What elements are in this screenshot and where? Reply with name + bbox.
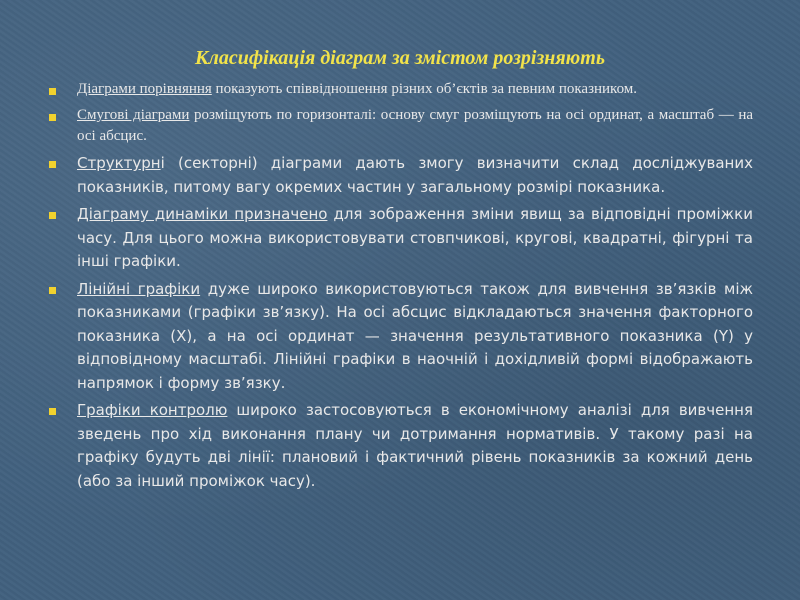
square-bullet-icon bbox=[49, 287, 56, 294]
item-term: Лінійні графіки bbox=[77, 279, 201, 298]
list-item bbox=[47, 79, 753, 100]
item-term: Діаграми порівняння bbox=[77, 81, 212, 97]
item-term: Смугові діаграми bbox=[77, 107, 190, 123]
list-item bbox=[47, 278, 753, 396]
bullet-list bbox=[47, 79, 753, 497]
item-text: розміщують по горизонталі: основу смуг розміщують на осі ординат, а масштаб — на осі абсцис. bbox=[77, 107, 754, 144]
item-text: широко застосовуються в економічному аналізі для вивчення зведень про хід виконання плану чи дотримання нормативів. У такому разі на графіку будуть дві лінії: плановий і фактичний рівень показників за кожний день (або за інший проміжок часу). bbox=[77, 401, 753, 490]
item-term: Графіки контролю bbox=[77, 401, 228, 419]
list-item bbox=[47, 152, 753, 199]
square-bullet-icon bbox=[49, 88, 56, 95]
square-bullet-icon bbox=[49, 212, 56, 219]
slide-title: Класифікація діаграм за змістом розрізняють bbox=[195, 47, 605, 69]
list-item bbox=[47, 105, 753, 147]
square-bullet-icon bbox=[49, 161, 56, 168]
item-text: показують співвідношення різних об’єктів за певним показником. bbox=[211, 81, 638, 97]
list-item bbox=[47, 399, 753, 493]
square-bullet-icon bbox=[49, 408, 56, 415]
square-bullet-icon bbox=[49, 114, 56, 121]
item-text: для зображення зміни явищ за відповідні проміжки часу. Для цього можна використовувати стовпчикові, кругові, квадратні, фігурні та інші графіки. bbox=[77, 205, 753, 270]
item-text: дуже широко використовуються також для вивчення зв’язків між показниками (графіки зв’язку). На осі абсцис відкладаються значення факторного показника (X), а на осі ординат — значення результативного показника (Y) у відповідному масштабі. Лінійні графіки в наочній і дохідливій формі відображають напрямок і форму зв’язку. bbox=[77, 279, 754, 392]
item-text: і (секторні) діаграми дають змогу визначити склад досліджуваних показників, питому вагу окремих частин у загальному розмірі показника. bbox=[77, 154, 753, 196]
item-term: Структурн bbox=[77, 154, 161, 172]
list-item bbox=[47, 203, 753, 274]
item-term: Діаграму динаміки призначено bbox=[77, 205, 328, 223]
